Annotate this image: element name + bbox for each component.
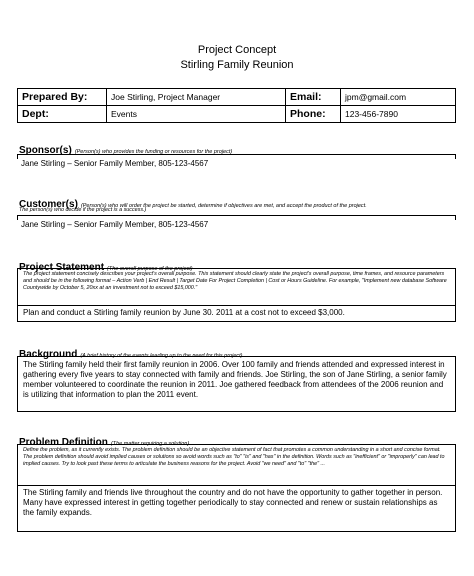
- project-statement-guidance: The project statement concisely describes your project's overall purpose. This statement should clearly state the project's overall purpose, time frames, and resource parameters and should be in the following format – Action Verb | End Result | Target Date For Project Completion | Cost or Hours Guideline. For example, "Implement new database Software Countywide by October 5, 20xx at an investment not to exceed $15,000.": [23, 271, 447, 292]
- problem-definition-guidance: Define the problem, as it currently exists. The problem definition should be an objective statement of fact that promotes a common understanding in a short and concise format. The problem definition should avoid implied causes or solutions so avoid words such as "to" "is" and "has" in the definition. Words such as "inefficient" or "improperly" can lead to implied causes. Try to look past these terms to articulate the business reasons for the project. Avoid "we need" and "to" "the" ...: [23, 447, 445, 468]
- phone-label: Phone:: [286, 106, 341, 123]
- dept-value: Events: [107, 106, 286, 123]
- document-subtitle: Stirling Family Reunion: [180, 59, 294, 71]
- prepared-by-label: Prepared By:: [18, 89, 107, 106]
- customers-value: Jane Stirling – Senior Family Member, 805-123-4567: [21, 220, 209, 229]
- email-label: Email:: [286, 89, 341, 106]
- problem-definition-label: Problem Definition: [19, 437, 108, 448]
- email-value: jpm@gmail.com: [341, 89, 456, 106]
- prepared-by-value: Joe Stirling, Project Manager: [107, 89, 286, 106]
- project-info-table: [17, 88, 456, 123]
- background-box: [17, 356, 456, 412]
- background-label: Background: [19, 349, 78, 360]
- project-statement-label: Project Statement: [19, 262, 105, 273]
- project-statement-box: [17, 268, 456, 322]
- document-title: Project Concept: [197, 44, 277, 56]
- background-hint: (A brief history of the events leading up to the need for this project): [80, 353, 243, 359]
- sponsors-label: Sponsor(s): [19, 145, 72, 156]
- phone-value: 123-456-7890: [341, 106, 456, 123]
- problem-definition-value: The Stirling family and friends live throughout the country and do not have the opportunity to gather together in person. Many have expressed interest in getting together periodically to stay connected and renew or sustain relationships as the family expands.: [18, 485, 455, 520]
- problem-definition-hint: (The matter requiring a solution): [110, 441, 190, 447]
- background-value: The Stirling family held their first family reunion in 2006. Over 100 family and friends attended and expressed interest in gathering every five years to stay connected with family and friends. Joe Stirling, the son of Jane Stirling, a senior family member volunteered to coordinate the reunion in 2011. Joe gathered feedback from attendees of the 2006 reunion and is utilizing that information to plan the 2011 event.: [23, 360, 447, 399]
- sponsors-value: Jane Stirling – Senior Family Member, 805-123-4567: [21, 159, 209, 168]
- customers-hint-line2: The person(s) who decide if the project is a success.): [19, 207, 147, 213]
- project-statement-value: Plan and conduct a Stirling family reunion by June 30. 2011 at a cost not to exceed $3,000.: [18, 305, 455, 320]
- project-statement-hint: (The overall purpose of the project): [107, 266, 193, 272]
- dept-label: Dept:: [18, 106, 107, 123]
- customers-hint: (Person(s) who will order the project be started, determine if objectives are met, and accept the product of the project.: [80, 203, 367, 209]
- sponsors-hint: (Person(s) who provides the funding or resources for the project): [74, 149, 233, 155]
- problem-definition-box: [17, 444, 456, 532]
- customers-label: Customer(s): [19, 199, 78, 210]
